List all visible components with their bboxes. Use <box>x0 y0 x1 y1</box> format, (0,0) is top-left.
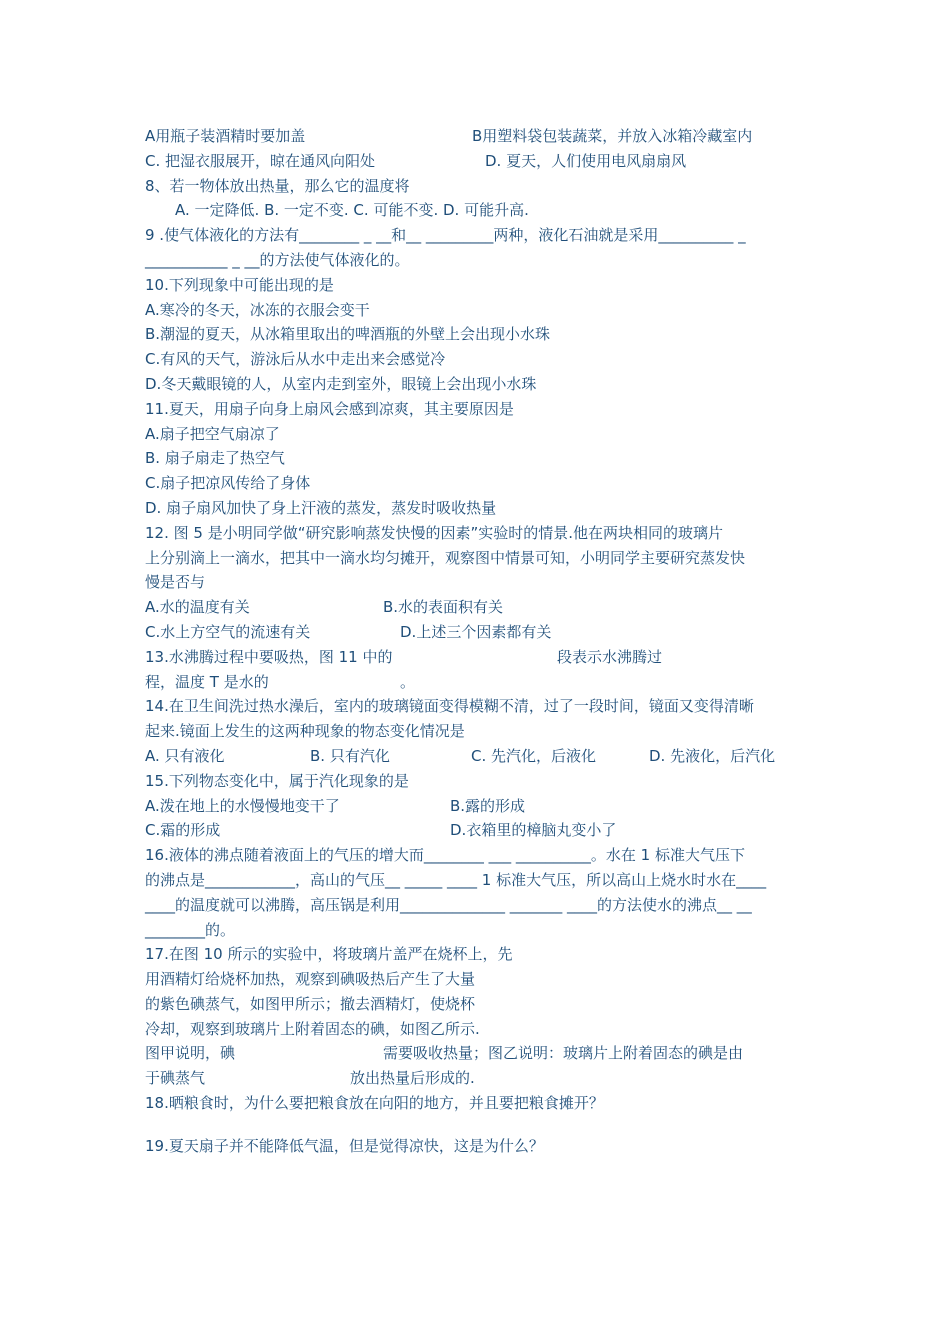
q13-text-c: 程，温度 T 是水的 <box>145 672 269 691</box>
q8-stem: 8、若一物体放出热量，那么它的温度将 <box>145 176 410 195</box>
q14-line-1: 14.在卫生间洗过热水澡后，室内的玻璃镜面变得模糊不清，过了一段时间，镜面又变得清晰 <box>145 697 754 716</box>
q13-text-a: 13.水沸腾过程中要吸热，图 11 中的 <box>145 647 393 666</box>
q15-options-ab <box>145 794 815 819</box>
q12-options-ab <box>145 595 815 620</box>
q12-line-1: 12. 图 5 是小明同学做“研究影响蒸发快慢的因素”实验时的情景.他在两块相同的玻璃片 <box>145 523 724 542</box>
option-a: A. 只有液化 <box>145 746 225 765</box>
document-page <box>145 124 815 1159</box>
q17-line-6 <box>145 1066 815 1091</box>
q11-stem: 11.夏天，用扇子向身上扇风会感到凉爽，其主要原因是 <box>145 399 514 418</box>
q13-line-1 <box>145 645 815 670</box>
q10-option-b: B.潮湿的夏天，从冰箱里取出的啤酒瓶的外壁上会出现小水珠 <box>145 325 551 344</box>
q10-option-c: C.有风的天气，游泳后从水中走出来会感觉冷 <box>145 350 446 369</box>
q13-line-2 <box>145 670 815 695</box>
q13-text-d: 。 <box>400 672 416 691</box>
q17-line-3: 的紫色碘蒸气，如图甲所示；撤去酒精灯，使烧杯 <box>145 994 476 1013</box>
q18-stem: 18.晒粮食时，为什么要把粮食放在向阳的地方，并且要把粮食摊开？ <box>145 1094 604 1113</box>
spacer <box>145 1116 815 1134</box>
q13-text-b: 段表示水沸腾过 <box>557 647 663 666</box>
q12-options-cd <box>145 620 815 645</box>
q8-options: A. 一定降低. B. 一定不变. C. 可能不变. D. 可能升高. <box>175 201 529 220</box>
option-d: D. 先液化，后汽化 <box>649 746 776 765</box>
q12-line-3: 慢是否与 <box>145 573 206 592</box>
q10-option-d: D.冬天戴眼镜的人，从室内走到室外，眼镜上会出现小水珠 <box>145 374 537 393</box>
q16-line-2: 的沸点是____________，高山的气压__ _____ ____ 1 标准大气压，所以高山上烧水时水在____ <box>145 870 767 889</box>
option-c: C.水上方空气的流速有关 <box>145 622 311 641</box>
option-c: C.霜的形成 <box>145 821 221 840</box>
q17-text-d: 放出热量后形成的. <box>350 1069 475 1088</box>
q17-line-5 <box>145 1041 815 1066</box>
option-b: B用塑料袋包装蔬菜，并放入冰箱冷藏室内 <box>472 127 753 145</box>
q10-option-a: A.寒冷的冬天，冰冻的衣服会变干 <box>145 300 370 319</box>
q11-option-b: B. 扇子扇走了热空气 <box>145 449 285 468</box>
q15-options-cd <box>145 818 815 843</box>
q11-option-a: A.扇子把空气扇凉了 <box>145 424 280 443</box>
option-a: A.水的温度有关 <box>145 598 250 617</box>
q17-line-4: 冷却，观察到玻璃片上附着固态的碘，如图乙所示. <box>145 1019 480 1038</box>
q15-stem: 15.下列物态变化中，属于汽化现象的是 <box>145 771 409 790</box>
option-b: B. 只有汽化 <box>310 746 390 765</box>
q17-line-1: 17.在图 10 所示的实验中，将玻璃片盖严在烧杯上，先 <box>145 945 513 964</box>
option-b: B.露的形成 <box>450 796 526 815</box>
q16-line-1: 16.液体的沸点随着液面上的气压的增大而________ ___ __________。水在 1 标准大气压下 <box>145 846 745 865</box>
q17-line-2: 用酒精灯给烧杯加热，观察到碘吸热后产生了大量 <box>145 970 476 989</box>
q12-line-2: 上分别滴上一滴水，把其中一滴水均匀摊开，观察图中情景可知，小明同学主要研究蒸发快 <box>145 548 746 567</box>
option-d: D.衣箱里的樟脑丸变小了 <box>450 821 617 840</box>
q7-options-ab <box>145 124 815 149</box>
option-a: A.泼在地上的水慢慢地变干了 <box>145 796 340 815</box>
q7-options-cd <box>145 149 815 174</box>
q9-line-2: ___________ _ __的方法使气体液化的。 <box>145 250 410 269</box>
q14-line-2: 起来.镜面上发生的这两种现象的物态变化情况是 <box>145 722 465 741</box>
q9-line-1: 9 .使气体液化的方法有________ _ __和__ _________两种，液化石油就是采用__________ _ <box>145 226 746 245</box>
option-d: D. 夏天，人们使用电风扇扇风 <box>485 151 687 170</box>
option-c: C. 先汽化，后液化 <box>471 746 597 765</box>
q17-text-b: 需要吸收热量；图乙说明：玻璃片上附着固态的碘是由 <box>383 1044 744 1063</box>
q19-stem: 19.夏天扇子并不能降低气温，但是觉得凉快，这是为什么？ <box>145 1136 544 1155</box>
q16-line-3: ____的温度就可以沸腾，高压锅是利用______________ _______ ____的方法使水的沸点__ __ <box>145 895 752 914</box>
option-c: C. 把湿衣服展开，晾在通风向阳处 <box>145 151 376 170</box>
q10-stem: 10.下列现象中可能出现的是 <box>145 275 334 294</box>
q17-text-c: 于碘蒸气 <box>145 1069 206 1088</box>
option-a: A用瓶子装酒精时要加盖 <box>145 127 306 145</box>
option-d: D.上述三个因素都有关 <box>400 622 552 641</box>
q11-option-d: D. 扇子扇风加快了身上汗液的蒸发，蒸发时吸收热量 <box>145 498 497 517</box>
q17-text-a: 图甲说明，碘 <box>145 1044 236 1063</box>
q16-line-4: ________的。 <box>145 920 236 939</box>
q11-option-c: C.扇子把凉风传给了身体 <box>145 474 311 493</box>
q14-options <box>145 744 815 769</box>
option-b: B.水的表面积有关 <box>383 598 504 617</box>
